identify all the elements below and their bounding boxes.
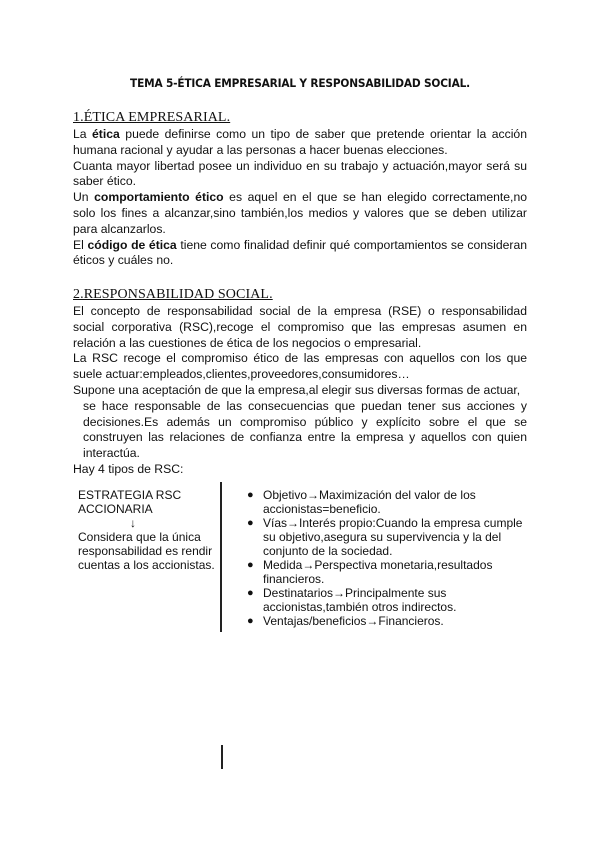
down-arrow-icon: ↓ — [130, 516, 136, 530]
paragraph-codigo-etica — [73, 238, 527, 270]
list-item-text: Medida→Perspectiva monetaria,resultados financieros. — [263, 558, 493, 586]
section-etica-body — [73, 127, 527, 269]
text-fragment: puede definirse como un tipo de saber que pretende orientar la acción humana racional y ayudar a las personas a hacer buenas elecciones. — [73, 127, 527, 157]
list-item — [247, 614, 525, 628]
list-item — [247, 558, 525, 586]
strategy-description: Considera que la única responsabilidad es rendir cuentas a los accionistas. — [78, 530, 215, 572]
section-heading-responsabilidad: 2.RESPONSABILIDAD SOCIAL. — [73, 287, 273, 302]
list-item — [247, 586, 525, 614]
list-item-text: Vías→Interés propio:Cuando la empresa cumple su objetivo,asegura su supervivencia y la del conjunto de la sociedad. — [263, 516, 523, 558]
text-fragment: Un — [73, 190, 95, 205]
list-item — [247, 516, 525, 558]
bold-term-comportamiento: comportamiento ético — [94, 190, 224, 205]
paragraph-tipos-rsc: Hay 4 tipos de RSC: — [73, 461, 184, 476]
strategy-features-list — [247, 488, 525, 628]
paragraph-etica-libertad: Cuanta mayor libertad posee un individuo en su trabajo y actuación,mayor será su saber ético. — [73, 158, 527, 189]
text-fragment: es aquel en el que se han elegido correctamente,no solo los fines a alcanzar,sino también,los medios y valores que se deben utilizar para alcanzarlos. — [73, 190, 528, 236]
bold-term-codigo: código de ética — [87, 237, 177, 252]
paragraph-rsc-compromiso: La RSC recoge el compromiso ético de las empresas con aquellos con los que suele actuar:empleados,clientes,proveedores,consumidores… — [73, 351, 527, 382]
paragraph-comportamiento-etico — [73, 190, 527, 237]
list-item-text: Ventajas/beneficios→Financieros. — [263, 614, 444, 628]
bullet-icon: ● — [247, 559, 254, 571]
text-fragment: El — [73, 237, 88, 252]
strategy-title: ESTRATEGIA RSC ACCIONARIA — [78, 488, 182, 516]
text-fragment: La — [73, 127, 93, 141]
paragraph-aceptacion-rest: se hace responsable de las consecuencias que puedan tener sus acciones y decisiones.Es además un compromiso público y explícito sobre el que se construyen las relaciones de confianza entre la empresa y aquellos con quien interactúa. — [83, 398, 527, 461]
paragraph-aceptacion-line1: Supone una aceptación de que la empresa,al elegir sus diversas formas de actuar, — [73, 382, 521, 397]
paragraph-etica-definition — [73, 127, 527, 159]
table-divider-lower — [221, 745, 223, 769]
bullet-icon: ● — [247, 615, 254, 627]
paragraph-rse-concept: El concepto de responsabilidad social de la empresa (RSE) o responsabilidad social corporativa (RSC),recoge el compromiso que las empresas asumen en relación a las cuestiones de ética de los negocios o empresarial. — [73, 304, 527, 350]
bold-term-etica: ética — [92, 127, 120, 141]
bullet-icon: ● — [247, 517, 254, 529]
bullet-icon: ● — [247, 489, 254, 501]
list-item-text: Objetivo→Maximización del valor de los accionistas=beneficio. — [263, 488, 476, 516]
page-title: TEMA 5-ÉTICA EMPRESARIAL Y RESPONSABILIDAD SOCIAL. — [130, 76, 470, 90]
list-item — [247, 488, 525, 516]
table-left-cell — [78, 488, 220, 572]
table-right-cell — [247, 488, 525, 628]
bullet-icon: ● — [247, 587, 254, 599]
list-item-text: Destinatarios→Principalmente sus accionistas,también otros indirectos. — [263, 586, 457, 614]
text-fragment: tiene como finalidad definir qué comportamientos se consideran éticos y cuáles no. — [73, 237, 527, 268]
section-heading-etica: 1.ÉTICA EMPRESARIAL. — [73, 110, 231, 125]
table-divider — [220, 482, 222, 632]
section-responsabilidad-body — [73, 304, 527, 478]
